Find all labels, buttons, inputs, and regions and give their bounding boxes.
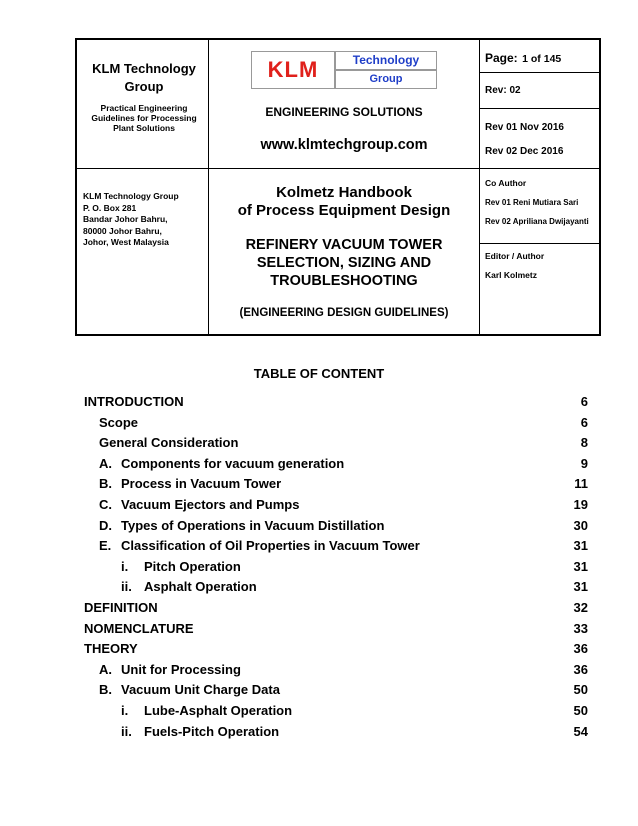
- logo-group-text: Group: [369, 73, 403, 85]
- toc-entry-page: 50: [573, 682, 588, 698]
- logo-technology-text: Technology: [336, 52, 436, 71]
- handbook-title-line: Kolmetz Handbook: [276, 184, 412, 201]
- handbook-title: [209, 184, 479, 220]
- toc-entry-page: 11: [574, 476, 588, 492]
- toc-entry-label: DEFINITION: [84, 600, 158, 615]
- address-line: P. O. Box 281: [83, 202, 137, 213]
- toc-entry-page: 36: [573, 641, 588, 657]
- toc-entry-marker: E.: [99, 538, 112, 554]
- company-address: [83, 191, 207, 249]
- toc-entry[interactable]: [84, 701, 588, 721]
- guidelines-label: (ENGINEERING DESIGN GUIDELINES): [239, 307, 449, 319]
- toc-entry-page: 9: [580, 455, 588, 471]
- header-divider: [77, 168, 599, 169]
- toc-entry[interactable]: [84, 536, 588, 556]
- address-line: KLM Technology Group: [83, 191, 179, 201]
- toc-entry-marker: B.: [99, 682, 112, 698]
- header-divider: [479, 72, 599, 73]
- document-title: [209, 236, 479, 290]
- header-table: [75, 38, 601, 336]
- toc-entry-label: NOMENCLATURE: [84, 620, 194, 636]
- toc-entry-label: Components for vacuum generation: [121, 455, 345, 471]
- website-link[interactable]: www.klmtechgroup.com: [260, 137, 428, 153]
- toc-entry-page: 33: [573, 620, 588, 636]
- toc-entry[interactable]: [84, 433, 588, 453]
- revision-date: Rev 01 Nov 2016: [485, 122, 564, 133]
- document-title-line: TROUBLESHOOTING: [270, 273, 418, 289]
- address-line: Johor, West Malaysia: [83, 237, 169, 247]
- toc-entry-label: Process in Vacuum Tower: [121, 476, 282, 492]
- toc-entry-label: Pitch Operation: [144, 558, 241, 574]
- toc-entry-page: 54: [573, 723, 588, 739]
- company-tagline: Practical Engineering Guidelines for Processing Plant Solutions: [91, 103, 197, 133]
- header-divider: [479, 40, 480, 334]
- toc-entry[interactable]: [84, 474, 588, 494]
- toc-entry-page: 30: [573, 517, 588, 533]
- toc-entry[interactable]: [84, 392, 588, 412]
- revision-date: Rev 02 Dec 2016: [485, 146, 564, 157]
- toc-entry-marker: B.: [99, 476, 112, 492]
- toc-entry-label: THEORY: [84, 641, 138, 657]
- toc-entry-label: INTRODUCTION: [84, 394, 184, 409]
- co-author: Rev 01 Reni Mutiara Sari: [485, 198, 579, 207]
- toc-entry-marker: D.: [99, 517, 112, 533]
- toc-entry-page: 31: [573, 538, 588, 554]
- toc-entry-page: 6: [580, 394, 588, 409]
- toc-entry[interactable]: [84, 454, 588, 474]
- toc-entry-label: Fuels-Pitch Operation: [144, 723, 280, 739]
- page-number: [485, 49, 561, 67]
- toc-entry-marker: C.: [99, 497, 112, 512]
- toc-entry-marker: A.: [99, 455, 112, 471]
- engineering-solutions: ENGINEERING SOLUTIONS: [265, 105, 423, 119]
- toc-entry-label: Unit for Processing: [121, 661, 241, 677]
- address-line: 80000 Johor Bahru,: [83, 225, 162, 236]
- toc-entry[interactable]: [84, 680, 588, 700]
- editor-label: Editor / Author: [485, 251, 545, 261]
- co-author-label: Co Author: [485, 178, 527, 188]
- toc-entry-marker: i.: [121, 703, 129, 718]
- klm-logo: [251, 51, 437, 89]
- toc-entry-page: 31: [573, 579, 588, 595]
- toc-entry[interactable]: [84, 557, 588, 577]
- handbook-title-line: of Process Equipment Design: [237, 202, 451, 219]
- toc-entry-label: General Consideration: [99, 435, 239, 451]
- page-label: Page:: [485, 51, 518, 65]
- toc-entry-marker: i.: [121, 558, 129, 574]
- toc-entry-marker: A.: [99, 661, 112, 677]
- toc-entry[interactable]: [84, 577, 588, 597]
- toc-entry-page: 19: [573, 497, 588, 512]
- toc-entry[interactable]: [84, 660, 588, 680]
- header-divider: [479, 243, 599, 244]
- toc-entry-page: 36: [573, 661, 588, 677]
- header-divider: [479, 108, 599, 109]
- document-title-line: REFINERY VACUUM TOWER: [245, 237, 443, 253]
- toc-entry-label: Lube-Asphalt Operation: [144, 703, 293, 718]
- company-name: KLM Technology Group: [92, 61, 196, 94]
- toc-title: TABLE OF CONTENT: [253, 366, 385, 381]
- toc-entry-page: 31: [573, 558, 588, 574]
- revision: Rev: 02: [485, 85, 521, 96]
- toc-entry-marker: ii.: [121, 723, 132, 739]
- page-value: 1 of 145: [522, 53, 562, 65]
- toc-entry-label: Scope: [99, 414, 139, 430]
- toc-entry[interactable]: [84, 639, 588, 659]
- toc-entry-label: Vacuum Ejectors and Pumps: [121, 497, 300, 512]
- logo-klm-text: KLM: [252, 52, 336, 88]
- editor-name: Karl Kolmetz: [485, 270, 537, 280]
- toc-entry-page: 32: [573, 600, 588, 615]
- toc-entry-page: 50: [573, 703, 588, 718]
- toc-entry[interactable]: [84, 619, 588, 639]
- toc-entry-label: Types of Operations in Vacuum Distillation: [121, 517, 385, 533]
- toc-entry[interactable]: [84, 413, 588, 433]
- toc-entry[interactable]: [84, 495, 588, 515]
- toc-entry-label: Vacuum Unit Charge Data: [121, 682, 280, 698]
- address-line: Bandar Johor Bahru,: [83, 214, 168, 224]
- co-author: Rev 02 Apriliana Dwijayanti: [485, 217, 589, 226]
- toc-entry-label: Asphalt Operation: [144, 579, 257, 595]
- toc-entry-label: Classification of Oil Properties in Vacuum Tower: [121, 538, 420, 554]
- document-title-line: SELECTION, SIZING AND: [256, 255, 432, 271]
- toc-entry-page: 6: [580, 414, 588, 430]
- toc-entry-marker: ii.: [121, 579, 132, 595]
- toc-entry-page: 8: [580, 435, 588, 451]
- toc-entry[interactable]: [84, 516, 588, 536]
- toc-entry[interactable]: [84, 598, 588, 618]
- toc-entry[interactable]: [84, 722, 588, 742]
